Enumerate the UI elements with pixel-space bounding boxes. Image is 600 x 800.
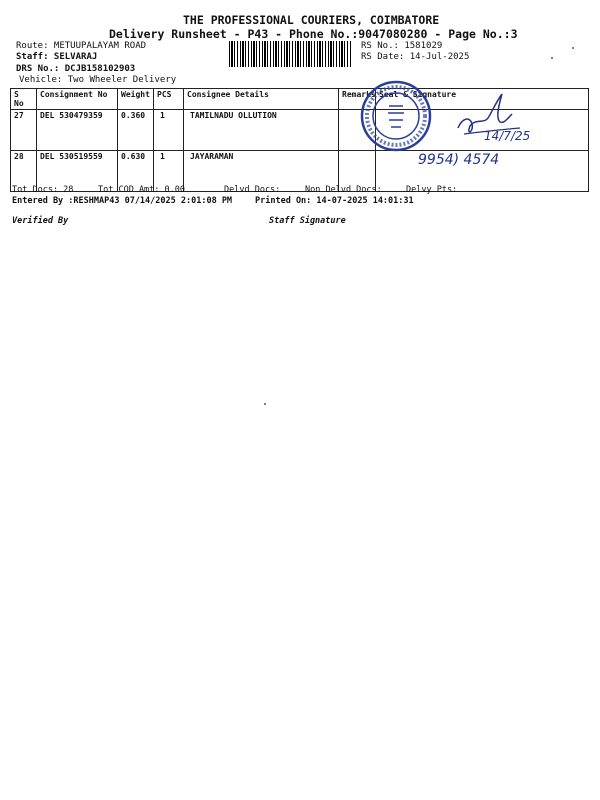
company-title: THE PROFESSIONAL COURIERS, COIMBATORE <box>183 13 440 27</box>
delivery-points: Delvy Pts: <box>406 185 458 195</box>
cell-weight: 0.630 <box>118 151 154 192</box>
col-header-seal: Seal & Signature <box>376 89 589 110</box>
rs-date: RS Date: 14-Jul-2025 <box>361 52 470 62</box>
cell-pcs: 1 <box>154 151 184 192</box>
cell-sno: 27 <box>11 110 37 151</box>
cell-pcs: 1 <box>154 110 184 151</box>
cell-consignment: DEL 530479359 <box>37 110 118 151</box>
cell-sno: 28 <box>11 151 37 192</box>
staff-signature-label: Staff Signature <box>269 216 346 226</box>
col-header-consignment: Consignment No <box>37 89 118 110</box>
vehicle-label: Vehicle: Two Wheeler Delivery <box>19 75 177 85</box>
col-header-consignee: Consignee Details <box>184 89 339 110</box>
handwritten-signature <box>380 88 580 168</box>
signature-date: 14/7/25 <box>484 129 531 143</box>
cell-consignment: DEL 530519559 <box>37 151 118 192</box>
barcode <box>229 41 351 67</box>
col-header-weight: Weight <box>118 89 154 110</box>
delivered-docs: Delvd Docs: <box>224 185 281 195</box>
non-delivered-docs: Non Delvd Docs: <box>305 185 382 195</box>
scan-speck <box>572 47 574 49</box>
verified-by-label: Verified By <box>12 216 69 226</box>
handwritten-phone-note: 9954) 4574 <box>418 152 500 168</box>
runsheet-subtitle: Delivery Runsheet - P43 - Phone No.:9047080280 - Page No.:3 <box>109 27 518 41</box>
route-label: Route: METUUPALAYAM ROAD <box>16 41 147 51</box>
col-header-pcs: PCS <box>154 89 184 110</box>
staff-label: Staff: SELVARAJ <box>16 52 98 62</box>
scan-speck <box>551 57 553 59</box>
rs-number: RS No.: 1581029 <box>361 41 443 51</box>
scan-speck <box>264 403 266 405</box>
printed-on: Printed On: 14-07-2025 14:01:31 <box>255 196 414 206</box>
drs-label: DRS No.: DCJB158102903 <box>16 64 136 74</box>
total-cod-amount: Tot COD Amt: 0.00 <box>98 185 185 195</box>
cell-weight: 0.360 <box>118 110 154 151</box>
total-docs: Tot Docs: 28 <box>12 185 74 195</box>
entered-by: Entered By :RESHMAP43 07/14/2025 2:01:08 PM <box>12 196 233 206</box>
cell-consignee: JAYARAMAN <box>184 151 339 192</box>
cell-consignee: TAMILNADU OLLUTION <box>184 110 339 151</box>
col-header-sno: S No <box>11 89 37 110</box>
col-header-remarks: Remarks <box>339 89 376 110</box>
